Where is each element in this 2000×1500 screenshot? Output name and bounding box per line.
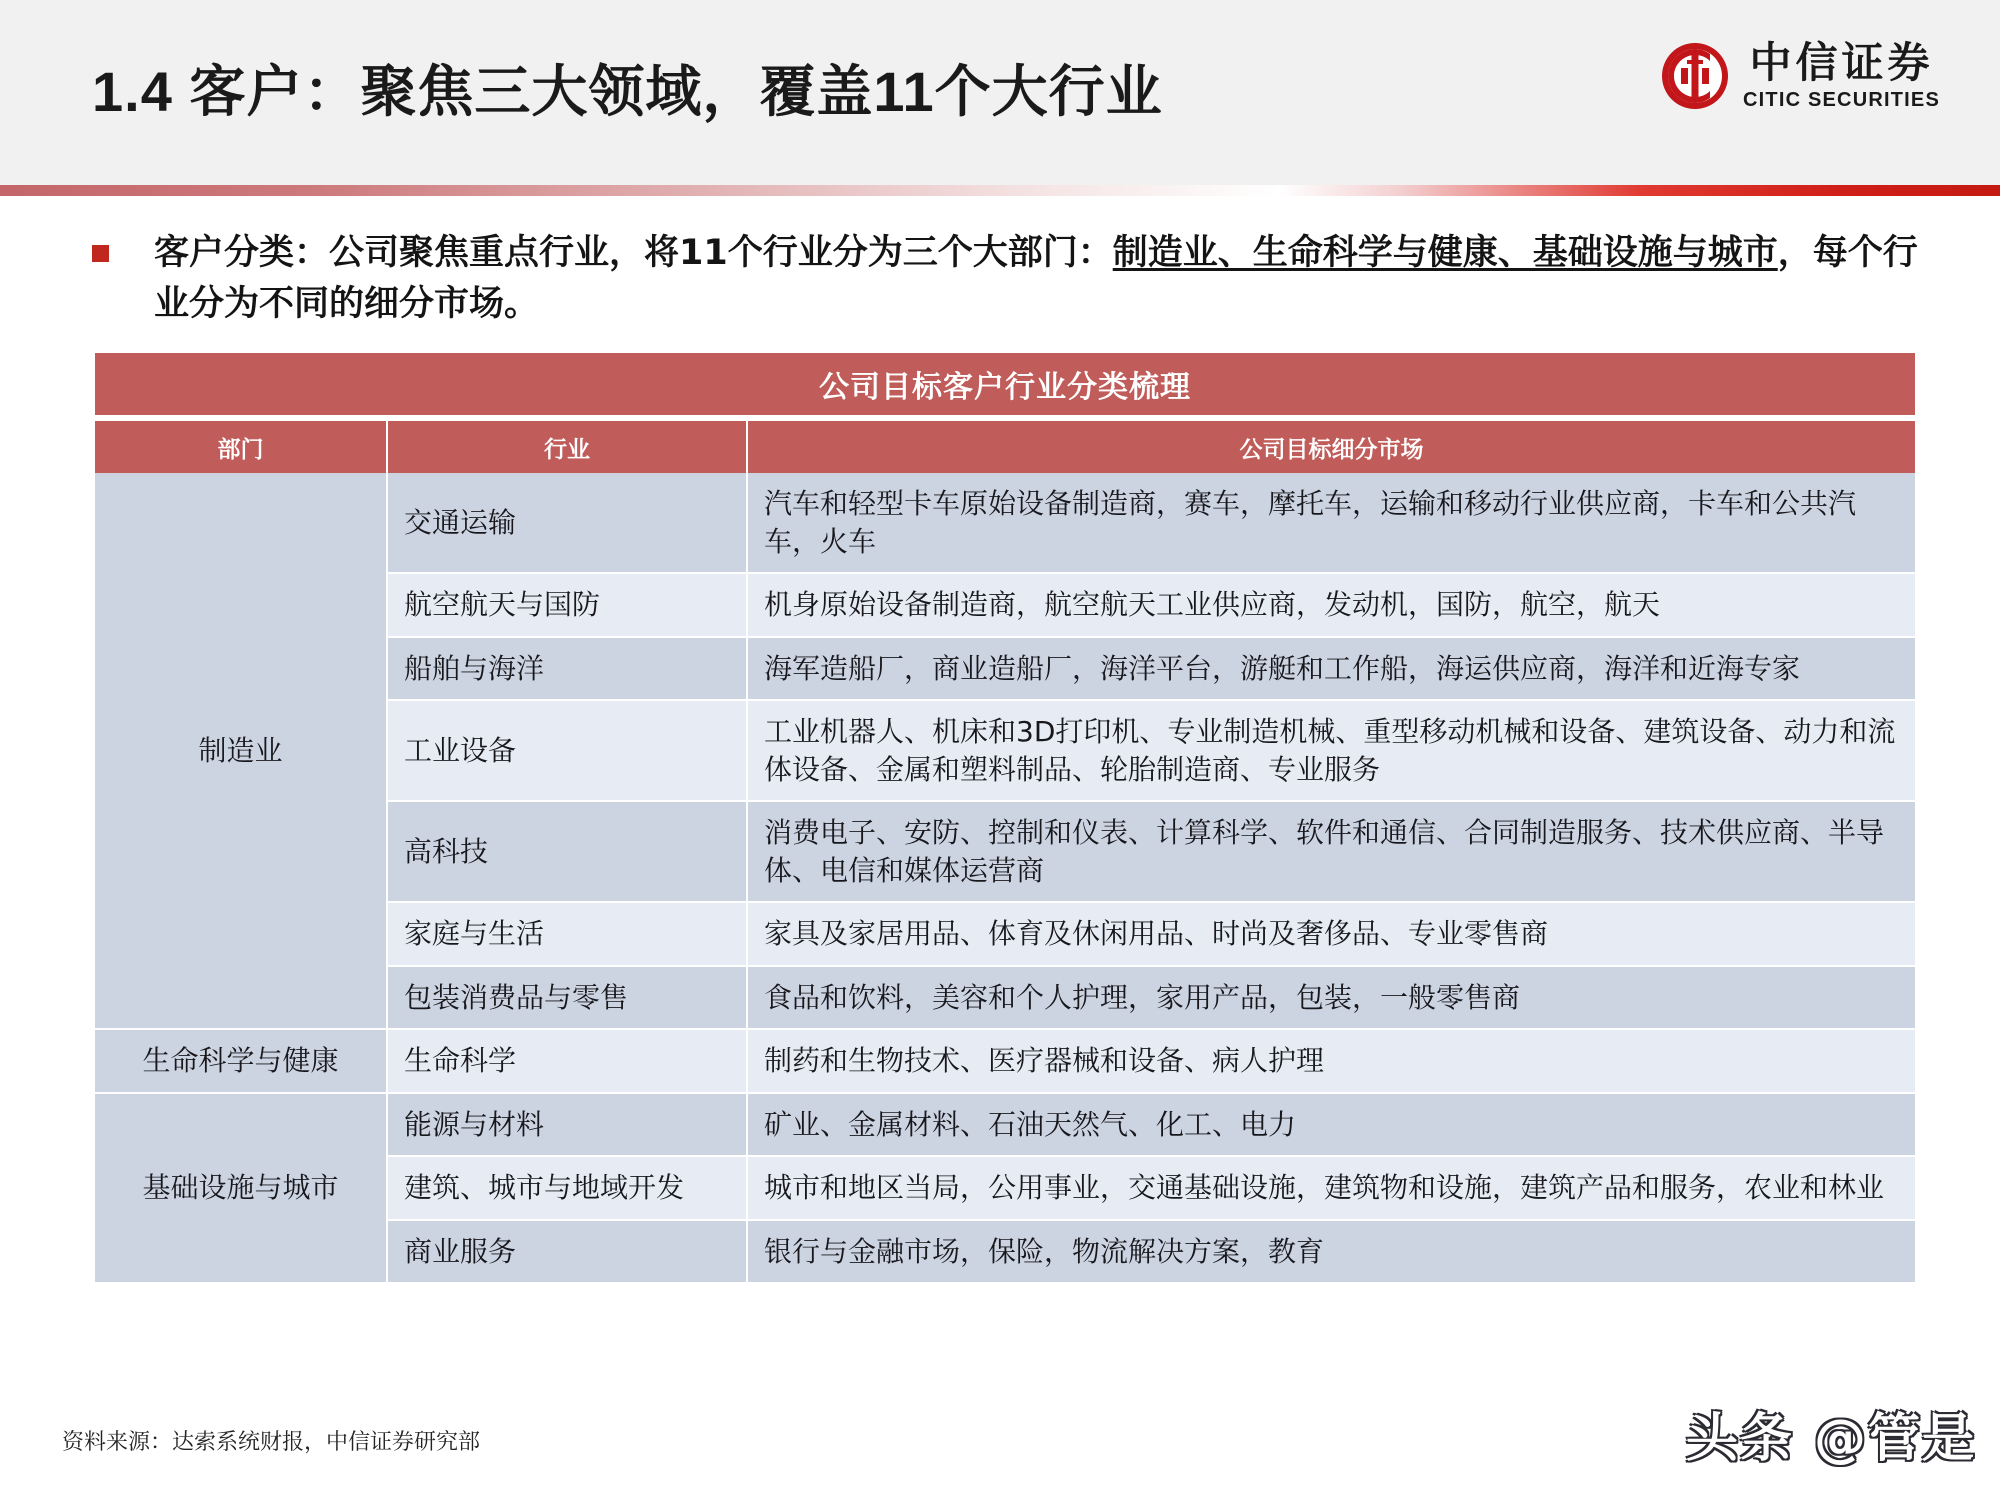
table-header-row [95, 421, 1915, 473]
segment-cell: 汽车和轻型卡车原始设备制造商，赛车，摩托车，运输和移动行业供应商，卡车和公共汽车，火车 [747, 473, 1915, 573]
industry-cell: 航空航天与国防 [387, 573, 747, 637]
segment-cell: 银行与金融市场，保险，物流解决方案，教育 [747, 1220, 1915, 1284]
segment-cell: 消费电子、安防、控制和仪表、计算科学、软件和通信、合同制造服务、技术供应商、半导体、电信和媒体运营商 [747, 801, 1915, 902]
department-cell: 制造业 [95, 473, 387, 1029]
citic-logo-mark-icon [1661, 42, 1729, 110]
industry-cell: 家庭与生活 [387, 902, 747, 966]
industry-cell: 能源与材料 [387, 1093, 747, 1157]
logo-text [1743, 38, 1940, 111]
watermark: 头条 @管是 [1685, 1409, 1976, 1469]
segment-cell: 机身原始设备制造商，航空航天工业供应商，发动机，国防，航空，航天 [747, 573, 1915, 637]
segment-cell: 家具及家居用品、体育及休闲用品、时尚及奢侈品、专业零售商 [747, 902, 1915, 966]
segment-cell: 矿业、金属材料、石油天然气、化工、电力 [747, 1093, 1915, 1157]
industry-cell: 包装消费品与零售 [387, 966, 747, 1030]
table-body [95, 473, 1915, 1283]
header-accent-rule [0, 185, 2000, 196]
source-note: 资料来源：达索系统财报，中信证券研究部 [62, 1430, 481, 1455]
logo-chinese-name: 中信证券 [1749, 38, 1934, 87]
department-cell: 生命科学与健康 [95, 1029, 387, 1093]
table-title: 公司目标客户行业分类梳理 [95, 353, 1915, 415]
segment-cell: 食品和饮料，美容和个人护理，家用产品，包装，一般零售商 [747, 966, 1915, 1030]
bullet-text [154, 228, 1932, 330]
industry-cell: 船舶与海洋 [387, 637, 747, 701]
column-header-industry: 行业 [387, 421, 747, 473]
slide-header [0, 0, 2000, 185]
table-row [95, 1029, 1915, 1093]
bullet-seg-3: ，每个行业分为不同的细分市场。 [154, 233, 1918, 325]
table-row [95, 473, 1915, 573]
table-row [95, 1093, 1915, 1157]
industry-cell: 生命科学 [387, 1029, 747, 1093]
logo-english-name: CITIC SECURITIES [1743, 89, 1940, 111]
department-cell: 基础设施与城市 [95, 1093, 387, 1284]
citic-securities-logo [1661, 38, 1940, 111]
industry-classification-table [95, 353, 1915, 1284]
table-grid [95, 421, 1915, 1284]
bullet-paragraph [92, 228, 1932, 330]
segment-cell: 制药和生物技术、医疗器械和设备、病人护理 [747, 1029, 1915, 1093]
industry-cell: 高科技 [387, 801, 747, 902]
industry-cell: 工业设备 [387, 700, 747, 801]
segment-cell: 城市和地区当局，公用事业，交通基础设施，建筑物和设施，建筑产品和服务，农业和林业 [747, 1156, 1915, 1220]
bullet-seg-underlined: 制造业、生命科学与健康、基础设施与城市 [1112, 233, 1778, 273]
bullet-marker-icon [92, 245, 109, 262]
bullet-seg-1: 客户分类：公司聚焦重点行业，将11个行业分为三个大部门： [154, 233, 1113, 273]
industry-cell: 商业服务 [387, 1220, 747, 1284]
page-title: 1.4 客户：聚焦三大领域，覆盖11个大行业 [92, 60, 1163, 123]
industry-cell: 建筑、城市与地域开发 [387, 1156, 747, 1220]
segment-cell: 海军造船厂，商业造船厂，海洋平台，游艇和工作船，海运供应商，海洋和近海专家 [747, 637, 1915, 701]
column-header-segment: 公司目标细分市场 [747, 421, 1915, 473]
column-header-department: 部门 [95, 421, 387, 473]
industry-cell: 交通运输 [387, 473, 747, 573]
segment-cell: 工业机器人、机床和3D打印机、专业制造机械、重型移动机械和设备、建筑设备、动力和流体设备、金属和塑料制品、轮胎制造商、专业服务 [747, 700, 1915, 801]
